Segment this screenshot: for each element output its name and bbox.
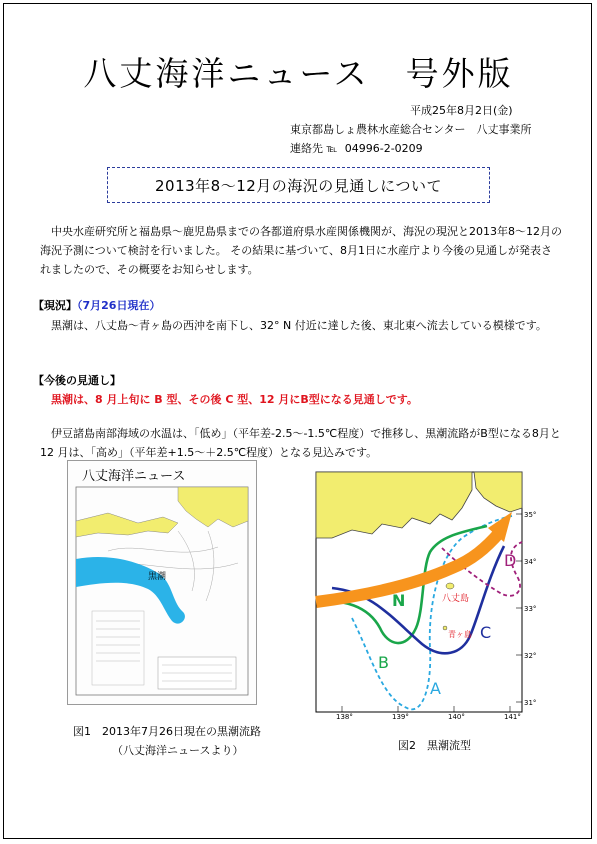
figure2-caption: 図2 黒潮流型 [398, 739, 471, 752]
lat-label-34: 34° [524, 558, 537, 566]
figure2-image [312, 468, 542, 721]
aogashima-island [443, 626, 447, 630]
figure1-image [67, 460, 257, 705]
figure2-map [312, 468, 542, 721]
lon-label-139: 139° [392, 713, 409, 721]
hachijo-island [446, 583, 454, 589]
intro-paragraph: 中央水産研究所と福島県～鹿児島県までの各都道府県水産関係機関が、海況の現況と2013年8～12月の海況予測について検討を行いました。 その結果に基づいて、8月1日に水産庁より今後の見通しが発表されましたので、その概要をお知らせします。 [40, 225, 562, 276]
label-hachijo: 八丈島 [442, 594, 470, 604]
contact-line [290, 140, 423, 156]
figure1-map [68, 461, 256, 704]
outlook-highlight: 黒潮は、8 月上旬に B 型、その後 C 型、12 月にB型になる見通しです。 [51, 393, 418, 406]
figure1-caption: 図1 2013年7月26日現在の黒潮流路 [73, 725, 261, 738]
current-heading [33, 297, 160, 313]
issue-date: 平成25年8月2日(金) [410, 104, 513, 117]
lat-label-33: 33° [524, 605, 537, 613]
lon-label-141: 141° [504, 713, 521, 721]
headline-box [107, 167, 490, 203]
outlook-body: 伊豆諸島南部海域の水温は、「低め」（平年差-2.5～-1.5℃程度）で推移し、黒潮流路がB型になる8月と 12 月は、「高め」（平年差+1.5～＋2.5℃程度）となる見込みです。 [40, 427, 561, 459]
contact-label: 連絡先 [290, 142, 323, 155]
lat-label-35: 35° [524, 511, 537, 519]
figure1-caption-source: （八丈海洋ニュースより） [112, 744, 244, 757]
phone-icon: ℡ [326, 144, 338, 155]
page-title: 八丈海洋ニュース 号外版 [83, 54, 514, 93]
path-label-d: D [504, 551, 517, 570]
figure1-inset-title: 八丈海洋ニュース [82, 469, 186, 484]
path-label-c: C [480, 623, 492, 642]
current-as-of: （7月26日現在） [77, 299, 161, 312]
figure1-map-label: 黒潮 [148, 572, 167, 582]
headline: 2013年8～12月の海況の見通しについて [154, 176, 442, 195]
path-label-a: A [430, 679, 441, 698]
lon-label-140: 140° [448, 713, 465, 721]
phone-number: 04996-2-0209 [344, 142, 423, 155]
label-aogashima: 青ヶ島 [448, 630, 472, 639]
current-body: 黒潮は、八丈島～青ヶ島の西沖を南下し、32° N 付近に達した後、東北東へ流去している模様です。 [51, 319, 547, 332]
lon-label-138: 138° [336, 713, 353, 721]
outlook-heading: 【今後の見通し】 [33, 374, 121, 387]
current-heading-label: 【現況】 [33, 299, 77, 312]
lat-label-31: 31° [524, 699, 537, 707]
path-label-n: N [392, 591, 406, 610]
path-label-b: B [378, 653, 389, 672]
organization: 東京都島しょ農林水産総合センター 八丈事業所 [290, 123, 532, 136]
lat-label-32: 32° [524, 652, 537, 660]
